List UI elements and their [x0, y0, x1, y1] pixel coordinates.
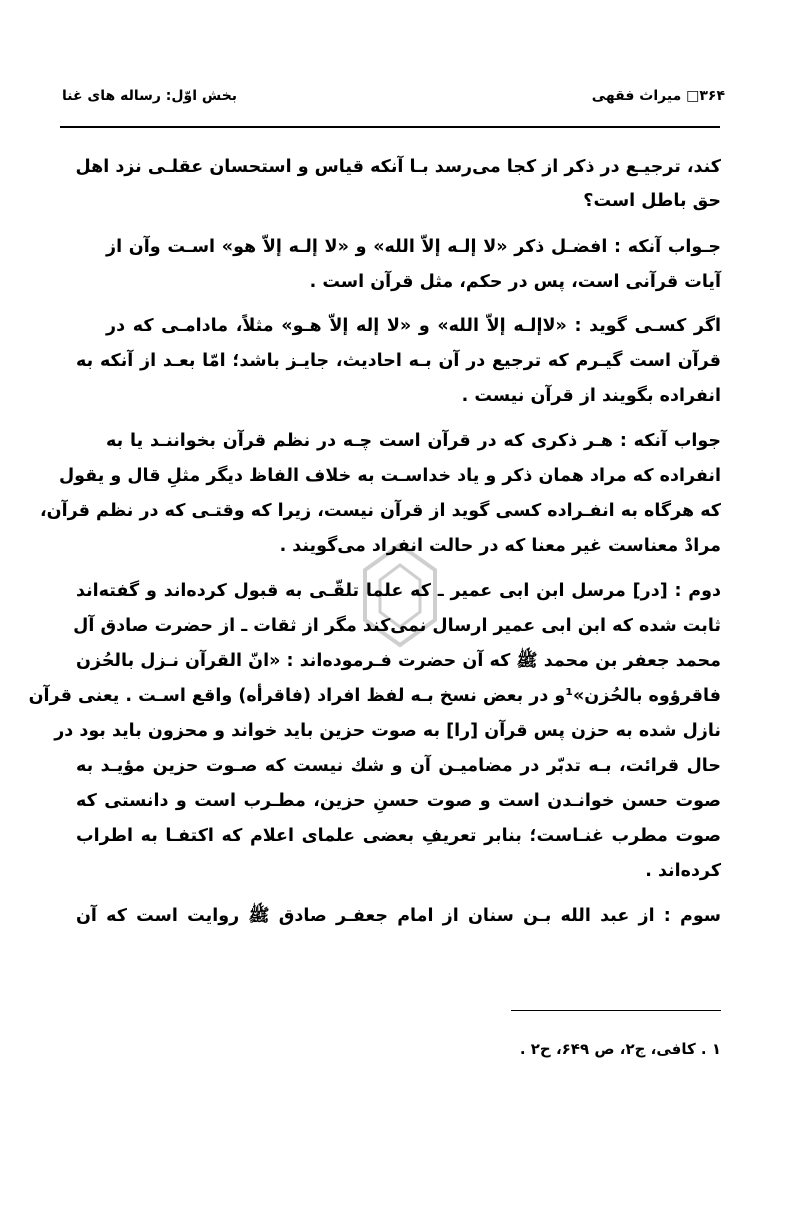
- text-line: قرآن است گیـرم که ترجیع در آن بـه احادیث، جایـز باشد؛ امّا بعـد از آنکه به: [76, 351, 721, 371]
- header-rule: [60, 126, 720, 128]
- text-line: سوم : از عبد الله بـن سنان از امام جعفـر صادق ﷺ روایت است که آن: [76, 906, 721, 926]
- text-line: انفراده بگویند از قرآن نیست .: [461, 386, 721, 406]
- footnote: ۱ . کافی، ج۲، ص ۶۴۹، ح۲ .: [519, 1040, 721, 1058]
- text-line: اگر کسـی گوید : «لاإلـه إلاّ الله» و «لا إله إلاّ هـو» مثلاً، مادامـی که در: [106, 316, 721, 336]
- text-line: حق باطل است؟: [583, 191, 721, 211]
- footnote-rule: [511, 1010, 721, 1011]
- text-line: محمد جعفر بن محمد ﷺ که آن حضرت فـرموده‌اند : «انّ القرآن نـزل بالحُزن: [76, 651, 721, 671]
- text-line: کرده‌اند .: [645, 861, 721, 881]
- text-line: صوت مطرب غنـاست؛ بنابر تعریفِ بعضی علمای اعلام که اکتفـا به اطراب: [76, 826, 721, 846]
- running-header-page-title: ۳۶۴□ میراث فقهی: [591, 88, 725, 104]
- text-line: انفراده که مراد همان ذکر و یاد خداسـت به خلاف الفاظ دیگر مثلِ قال و یقول: [58, 466, 721, 486]
- text-line: مرادْ معناست غیر معنا که در حالت انفراد می‌گویند .: [279, 536, 721, 556]
- text-line: ثابت شده که ابن ابی عمیر ارسال نمی‌کند مگر از ثقات ـ از حضرت صادق آل: [73, 616, 721, 636]
- text-line: دوم : [در] مرسل ابن ابی عمیر ـ که علما تلقّـی به قبول کرده‌اند و گفته‌اند: [76, 581, 721, 601]
- text-line: کند، ترجیـع در ذکر از کجا می‌رسد بـا آنکه قیاس و استحسان عقلـی نزد اهل: [75, 157, 721, 177]
- text-line: جـواب آنکه : افضـل ذکر «لا إلـه إلاّ الله» و «لا إلـه إلاّ هو» اسـت وآن از: [106, 237, 721, 257]
- text-line: آیات قرآنی است، پس در حکم، مثل قرآن است .: [309, 272, 721, 292]
- running-header-section: بخش اوّل: رساله های غنا: [62, 88, 238, 104]
- text-line: نازل شده به حزن پس قرآن [را] به صوت حزین باید خواند و محزون باید بود در: [54, 721, 721, 741]
- text-line: جواب آنکه : هـر ذکری که در قرآن است چـه در نظم قرآن بخواننـد یا به: [106, 431, 721, 451]
- text-line: صوت حسن خوانـدن است و صوت حسنِ حزین، مطـرب است و دانستی که: [76, 791, 721, 811]
- text-line: که هرگاه به انفـراده کسی گوید از قرآن نیست، زیرا که وقتـی که در نظم قرآن،: [40, 501, 721, 521]
- text-line: فاقرؤوه بالحُزن»¹و در بعض نسخ بـه لفظ افراد (فاقرأه) واقع اسـت . یعنی قرآن: [28, 686, 721, 706]
- text-line: حال قرائت، بـه تدبّر در مضامیـن آن و شك نیست که صـوت حزین مؤیـد به: [76, 756, 721, 776]
